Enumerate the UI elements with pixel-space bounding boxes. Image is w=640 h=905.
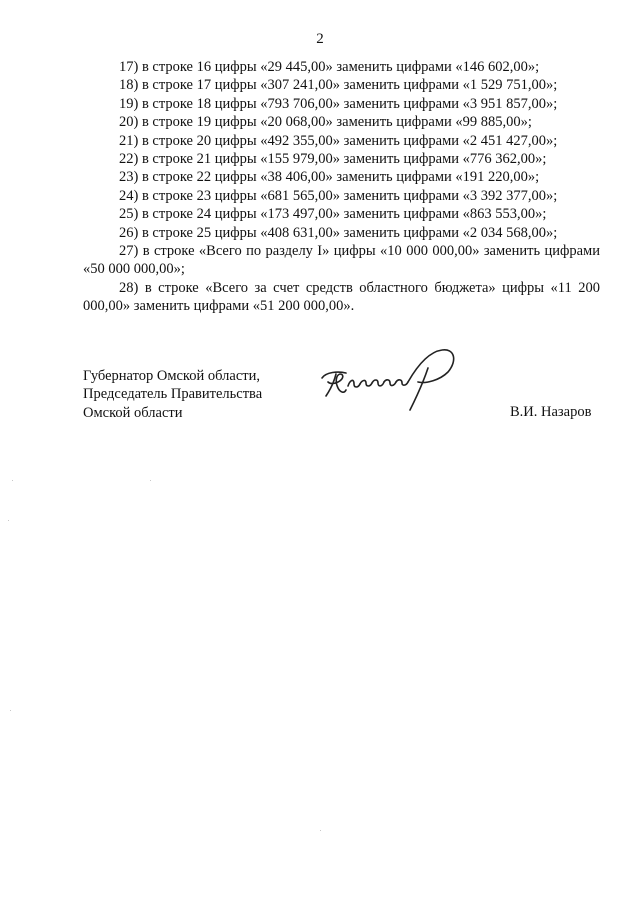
amendment-item: 17) в строке 16 цифры «29 445,00» заменить цифрами «146 602,00»; xyxy=(119,59,540,75)
scan-speck xyxy=(10,710,11,711)
amendment-item: 20) в строке 19 цифры «20 068,00» заменить цифрами «99 885,00»; xyxy=(119,114,532,131)
amendment-item: 25) в строке 24 цифры «173 497,00» заменить цифрами «863 553,00»; xyxy=(119,206,547,223)
amendment-item: 18) в строке 17 цифры «307 241,00» заменить цифрами «1 529 751,00»; xyxy=(119,77,558,94)
amendment-item: 22) в строке 21 цифры «155 979,00» заменить цифрами «776 362,00»; xyxy=(119,151,547,168)
page-number: 2 xyxy=(316,31,324,47)
amendment-list xyxy=(83,58,600,316)
scan-speck xyxy=(320,830,321,831)
amendment-item: 28) в строке «Всего за счет средств областного бюджета» цифры «11 200 000,00» заменить цифрами «51 200 000,00». xyxy=(83,279,600,315)
amendment-item: 21) в строке 20 цифры «492 355,00» заменить цифрами «2 451 427,00»; xyxy=(119,132,558,149)
signatory-name: В.И. Назаров xyxy=(510,404,592,420)
scan-speck xyxy=(8,520,9,521)
signatory-position-line: Губернатор Омской области, xyxy=(83,368,260,384)
signatory-position-line: Председатель Правительства xyxy=(83,386,263,403)
amendment-item: 24) в строке 23 цифры «681 565,00» заменить цифрами «3 392 377,00»; xyxy=(119,187,558,204)
amendment-item: 23) в строке 22 цифры «38 406,00» заменить цифрами «191 220,00»; xyxy=(119,169,540,186)
signatory-position-line: Омской области xyxy=(83,404,183,421)
scan-speck xyxy=(12,480,13,481)
amendment-item: 26) в строке 25 цифры «408 631,00» заменить цифрами «2 034 568,00»; xyxy=(119,224,558,241)
amendment-item: 27) в строке «Всего по разделу I» цифры «10 000 000,00» заменить цифрами «50 000 000,00»; xyxy=(83,243,600,278)
amendment-item: 19) в строке 18 цифры «793 706,00» заменить цифрами «3 951 857,00»; xyxy=(119,95,558,112)
signatory-position xyxy=(83,367,262,422)
scan-speck xyxy=(150,480,151,481)
handwritten-signature-icon xyxy=(316,338,476,418)
